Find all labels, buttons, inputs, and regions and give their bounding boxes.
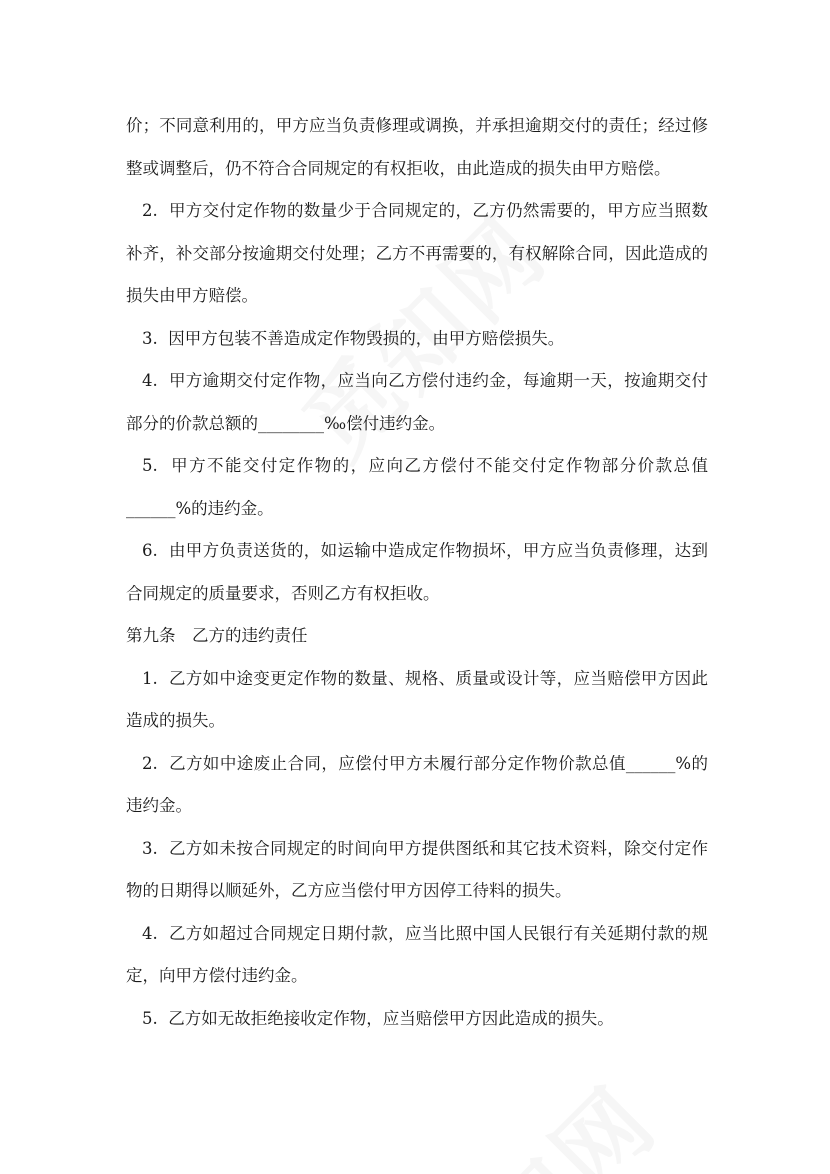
clause-text: 甲方逾期交付定作物，应当向乙方偿付违约金，每逾期一天，按逾期交付部分的价款总额的________‰偿付违约金。	[126, 371, 708, 433]
clause-number: 4.	[142, 371, 158, 390]
clause-item	[126, 190, 708, 318]
clause-number: 3.	[142, 838, 158, 858]
clause-item	[126, 828, 708, 913]
clause-number: 3.	[142, 328, 158, 348]
clause-number: 1.	[142, 668, 158, 688]
clause-text: 由甲方负责送货的，如运输中造成定作物损坏，甲方应当负责修理，达到合同规定的质量要求，否则乙方有权拒收。	[126, 541, 708, 603]
paragraph-text: 价；不同意利用的，甲方应当负责修理或调换，并承担逾期交付的责任；经过修整或调整后，仍不符合合同规定的有权拒收，由此造成的损失由甲方赔偿。	[126, 116, 708, 178]
document-body	[126, 105, 708, 1040]
clause-number: 5.	[142, 1008, 158, 1028]
clause-text: 甲方交付定作物的数量少于合同规定的，乙方仍然需要的，甲方应当照数补齐，补交部分按逾期交付处理；乙方不再需要的，有权解除合同，因此造成的损失由甲方赔偿。	[126, 201, 708, 305]
clause-number: 2.	[142, 753, 158, 773]
clause-text: 乙方如超过合同规定日期付款，应当比照中国人民银行有关延期付款的规定，向甲方偿付违约金。	[126, 923, 708, 985]
clause-item	[126, 318, 708, 361]
clause-item	[126, 658, 708, 743]
paragraph-continued	[126, 105, 708, 190]
clause-item	[126, 530, 708, 615]
article-heading-text: 第九条 乙方的违约责任	[126, 626, 308, 645]
clause-item	[126, 360, 708, 445]
clause-item	[126, 913, 708, 998]
clause-number: 2.	[142, 201, 158, 220]
clause-text: 因甲方包装不善造成定作物毁损的，由甲方赔偿损失。	[168, 328, 565, 348]
clause-text: 甲方不能交付定作物的，应向乙方偿付不能交付定作物部分价款总值______%的违约金。	[126, 456, 709, 518]
clause-number: 4.	[142, 923, 158, 943]
clause-number: 6.	[142, 541, 158, 560]
clause-text: 乙方如未按合同规定的时间向甲方提供图纸和其它技术资料，除交付定作物的日期得以顺延外，乙方应当偿付甲方因停工待料的损失。	[126, 838, 708, 900]
watermark-bottom	[380, 1052, 681, 1174]
clause-item	[126, 743, 708, 828]
clause-item	[126, 998, 708, 1041]
clause-number: 5.	[142, 456, 158, 475]
clause-item	[126, 445, 708, 530]
article-heading	[126, 615, 708, 658]
clause-text: 乙方如无故拒绝接收定作物，应当赔偿甲方因此造成的损失。	[168, 1008, 614, 1028]
clause-text: 乙方如中途变更定作物的数量、规格、质量或设计等，应当赔偿甲方因此造成的损失。	[126, 668, 708, 730]
clause-text: 乙方如中途废止合同，应偿付甲方未履行部分定作物价款总值______%的违约金。	[126, 753, 708, 815]
